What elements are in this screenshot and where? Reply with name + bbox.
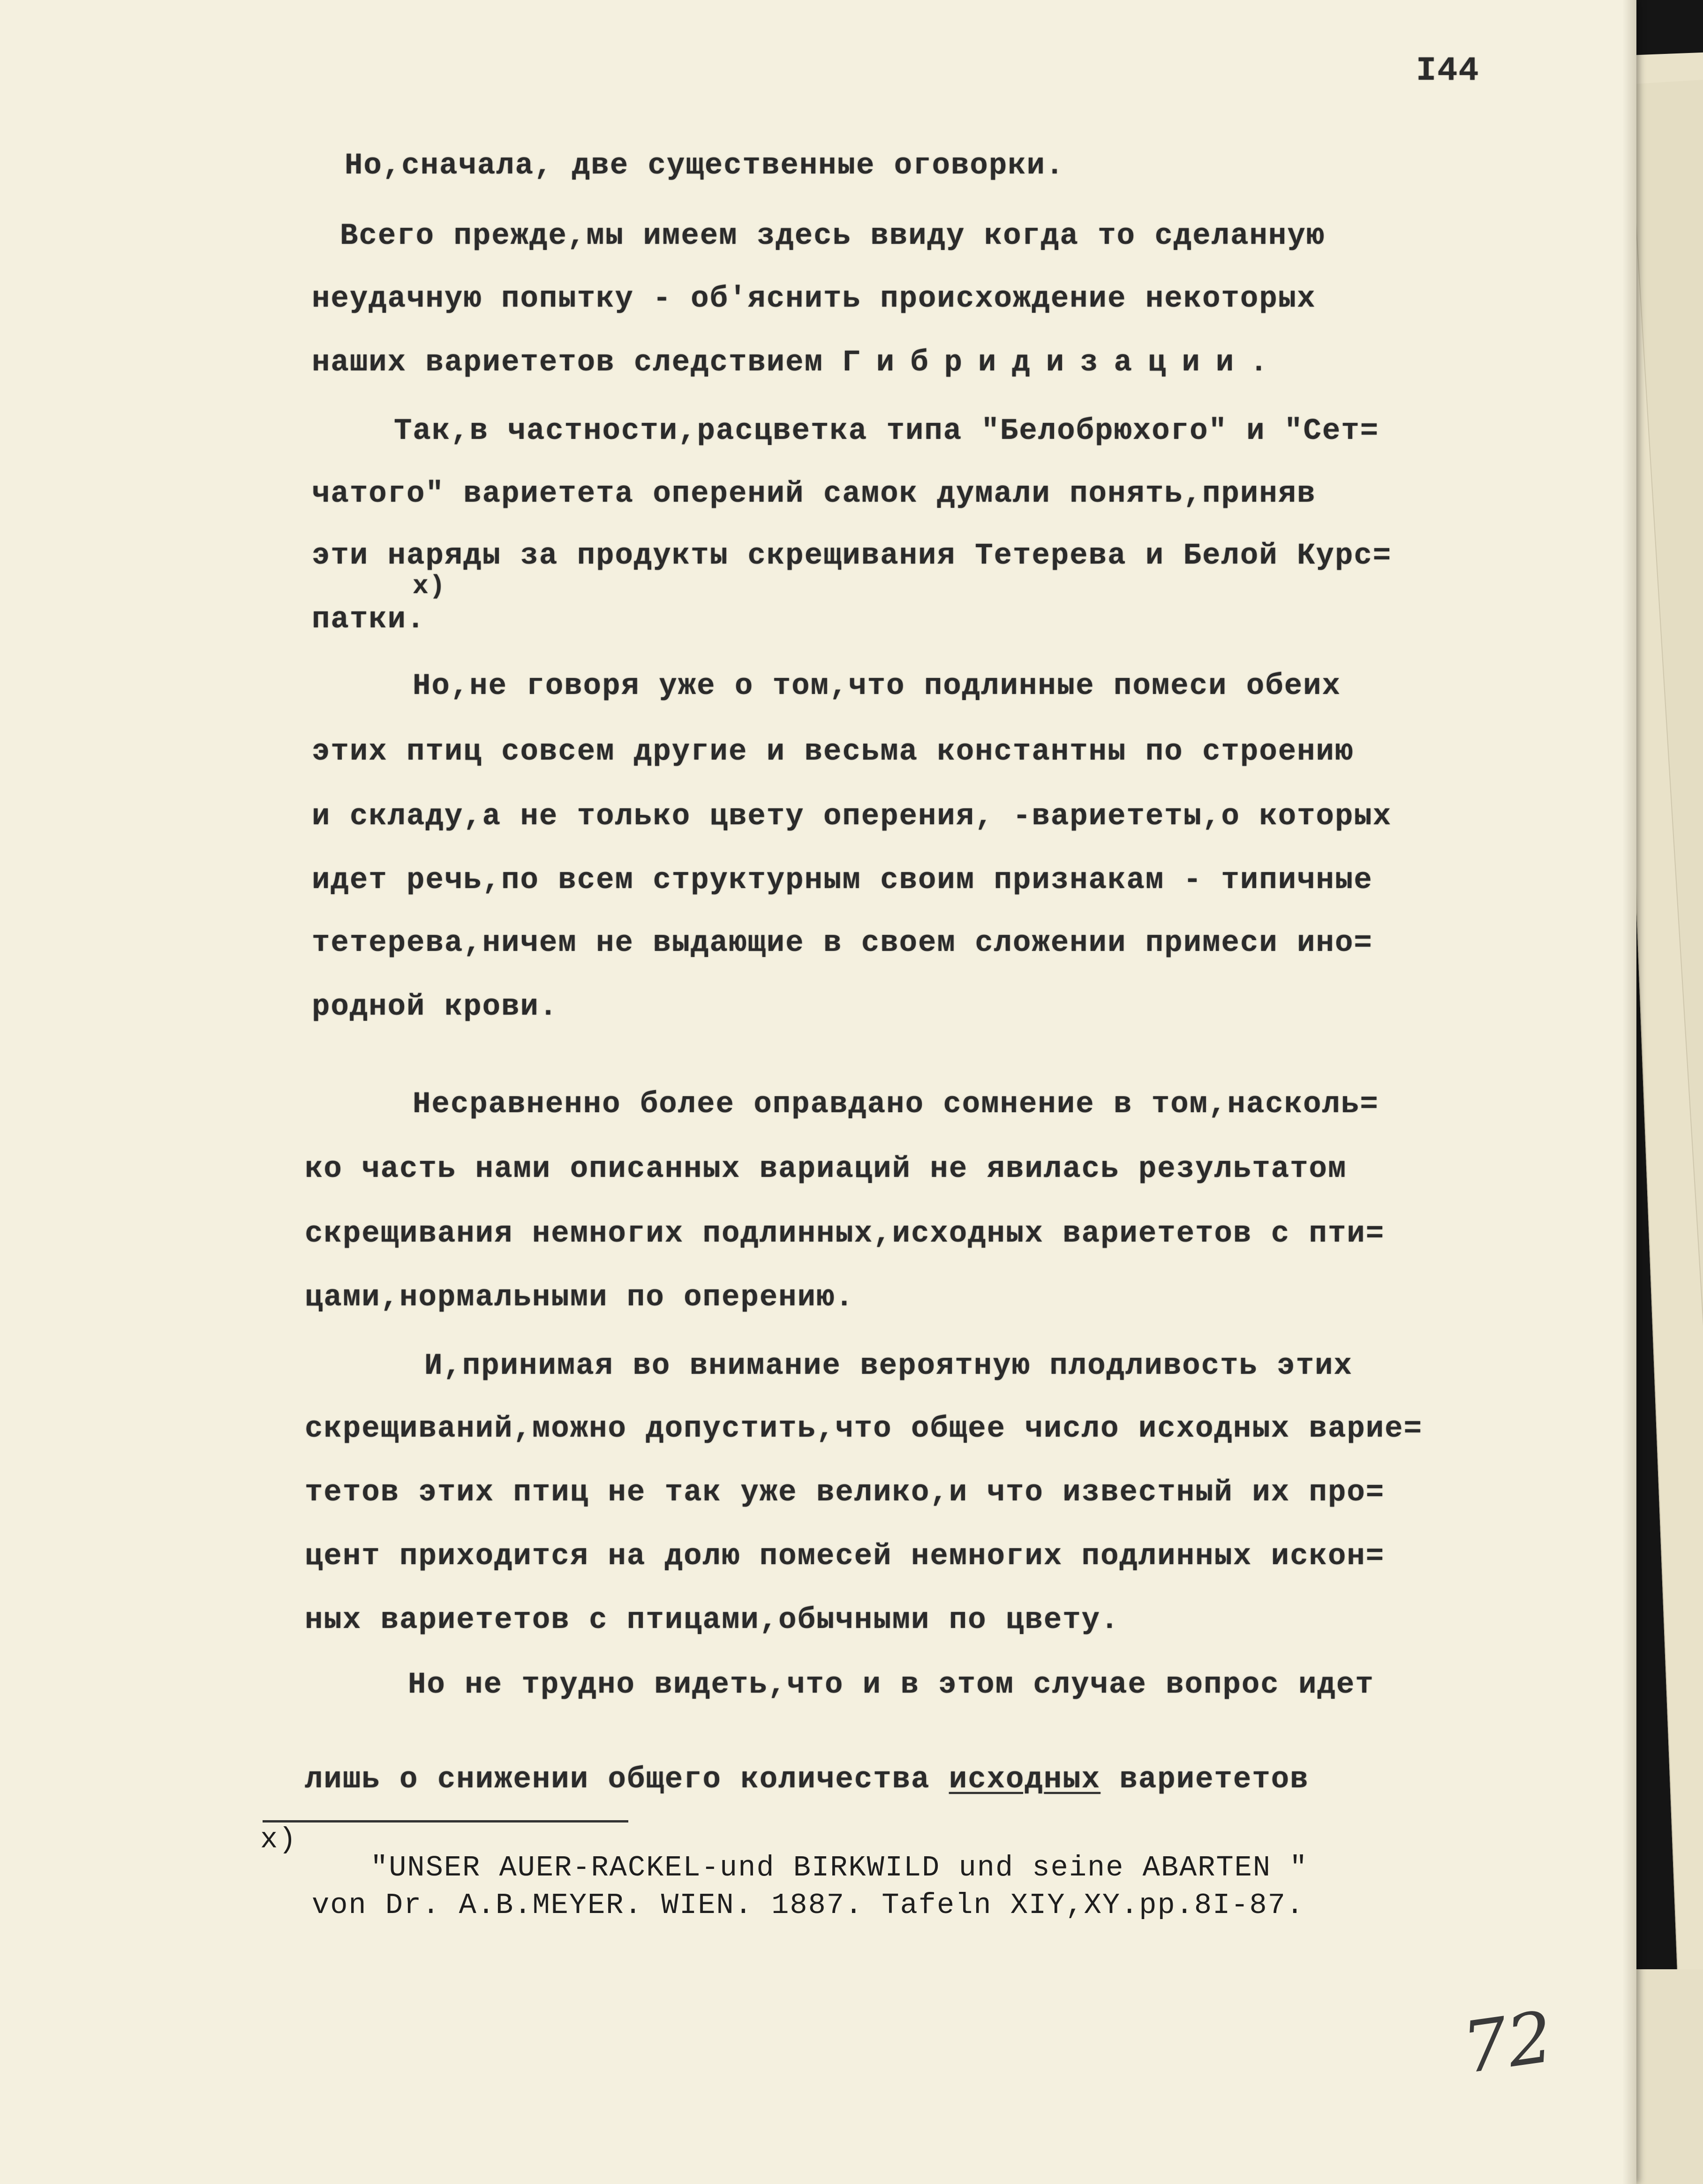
body-line: тетов этих птиц не так уже велико,и что известный их про=: [305, 1476, 1385, 1510]
body-line: Так,в частности,расцветка типа "Белобрюхого" и "Сет=: [394, 414, 1379, 448]
body-line-text: вариететов: [1119, 1763, 1309, 1797]
body-line: эти наряды за продукты скрещивания Тетерева и Белой Курс=: [312, 539, 1392, 573]
spaced-term: Гибридизации.: [842, 346, 1284, 380]
underlined-term: исходных: [949, 1763, 1101, 1797]
body-line: Но,сначала, две существенные оговорки.: [345, 149, 1065, 183]
body-line: тетерева,ничем не выдающие в своем сложении примеси ино=: [312, 926, 1373, 960]
footnote-mark: x): [260, 1823, 297, 1856]
footnote-line: "UNSER AUER-RACKEL-und BIRKWILD und seine ABARTEN ": [370, 1851, 1308, 1884]
body-line: идет речь,по всем структурным своим признакам - типичные: [312, 864, 1373, 897]
handwritten-folio-number: 72: [1457, 1996, 1558, 2090]
body-line-with-spaced-term: [312, 346, 1284, 380]
body-line: Но не трудно видеть,что и в этом случае вопрос идет: [408, 1668, 1374, 1702]
body-line: цами,нормальными по оперению.: [305, 1281, 854, 1315]
body-line: Всего прежде,мы имеем здесь ввиду когда то сделанную: [340, 219, 1326, 253]
body-line: цент приходится на долю помесей немногих подлинных искон=: [305, 1540, 1385, 1574]
page-number: I44: [1416, 52, 1480, 90]
body-line: патки.: [312, 603, 426, 637]
body-line: Несравненно более оправдано сомнение в том,насколь=: [413, 1088, 1379, 1122]
body-line: и складу,а не только цвету оперения, -вариететы,о которых: [312, 800, 1392, 834]
footnote-line: von Dr. A.B.MEYER. WIEN. 1887. Tafeln XIY,XY.pp.8I-87.: [312, 1889, 1305, 1922]
footnote-reference-mark: x): [413, 571, 446, 601]
body-line: ных вариететов с птицами,обычными по цвету.: [305, 1604, 1120, 1637]
body-line: родной крови.: [312, 990, 558, 1024]
body-line: ко часть нами описанных вариаций не явилась результатом: [305, 1152, 1347, 1186]
body-line: И,принимая во внимание вероятную плодливость этих: [424, 1349, 1353, 1383]
body-line: скрещиваний,можно допустить,что общее число исходных варие=: [305, 1412, 1423, 1446]
body-line: этих птиц совсем другие и весьма константны по строению: [312, 735, 1354, 769]
body-line-with-underlined-term: [305, 1763, 1309, 1797]
body-line: чатого" вариетета оперений самок думали понять,приняв: [312, 477, 1316, 511]
body-line: скрещивания немногих подлинных,исходных вариететов с пти=: [305, 1217, 1385, 1251]
body-line-text: наших вариететов следствием: [312, 346, 823, 380]
footnote-divider: [263, 1820, 628, 1823]
body-line: Но,не говоря уже о том,что подлинные помеси обеих: [413, 670, 1341, 703]
body-line: неудачную попытку - об'яснить происхождение некоторых: [312, 282, 1316, 316]
body-line-text: лишь о снижении общего количества: [305, 1763, 930, 1797]
